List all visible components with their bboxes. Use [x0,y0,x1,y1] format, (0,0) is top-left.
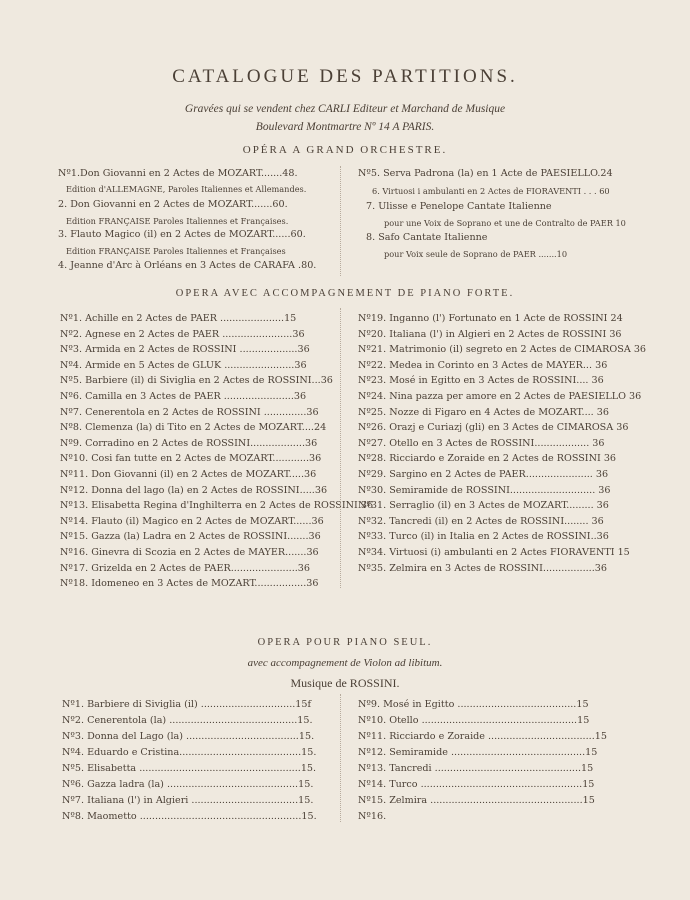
list-item-text: Nº13. Elisabetta Regina d'Inghilterra en 2 Actes de ROSSINI 36 [60,500,374,512]
list-item [60,531,338,543]
list-item [60,547,338,559]
list-item-text: Nº14. Turco .....................................................15 [358,779,595,790]
publisher-line: Gravées qui se vendent chez CARLI Editeur et Marchand de Musique [184,103,506,115]
list-item: Nº1.Don Giovanni en 2 Actes de MOZART.......48. [58,168,298,179]
list-item [60,438,338,450]
column-divider [340,166,341,276]
list-item [62,811,338,823]
address-line: Boulevard Montmartre Nº 14 A PARIS. [255,121,435,133]
list-item-text: Nº10. Cosi fan tutte en 2 Actes de MOZART............36 [60,453,322,465]
list-item [358,500,630,512]
list-item [358,731,620,743]
column-divider [340,694,341,822]
list-item [358,531,630,543]
grand-orchestre-heading: OPÉRA A GRAND ORCHESTRE. [242,144,448,156]
list-item-text: Nº35. Zelmira en 3 Actes de ROSSINI.................36 [358,562,607,574]
list-item-text: Nº18. Idomeneo en 3 Actes de MOZART.................36 [60,578,319,590]
list-item [60,485,338,497]
list-item [358,811,620,823]
list-item-text: Nº3. Donna del Lago (la) .....................................15. [62,731,315,742]
list-item [358,516,630,528]
list-item [62,763,338,775]
list-item-text: Nº9. Corradino en 2 Actes de ROSSINI..................36 [60,437,318,449]
list-item-text: Nº1. Barbiere di Siviglia (il) ...............................15f [62,699,312,710]
list-item [60,391,338,403]
list-item [358,747,620,759]
list-item: 3. Flauto Magico (il) en 2 Actes de MOZART......60. [58,229,306,240]
list-item-text: Nº30. Semiramide de ROSSINI............................ 36 [358,484,611,496]
list-item: Nº5. Serva Padrona (la) en 1 Acte de PAESIELLO.24 [358,168,613,179]
list-item [358,422,630,434]
list-item-text: Nº28. Ricciardo e Zoraide en 2 Actes de ROSSINI 36 [358,453,617,465]
list-item [358,563,630,575]
list-item [60,329,338,341]
list-item-text: Nº13. Tancredi ................................................15 [358,763,594,774]
list-item-text: Nº5. Barbiere (il) di Siviglia en 2 Actes de ROSSINI...36 [60,375,333,387]
list-item-text: Nº8. Maometto .....................................................15. [62,811,317,822]
list-item-text: Nº12. Donna del lago (la) en 2 Actes de ROSSINI.....36 [60,484,328,496]
list-item [358,485,630,497]
list-item-text: Nº24. Nina pazza per amore en 2 Actes de PAESIELLO 36 [358,391,642,402]
list-item-text: Nº8. Clemenza (la) di Tito en 2 Actes de MOZART....24 [60,422,327,434]
list-item [358,391,642,403]
list-item [60,500,374,512]
list-item-text: Nº4. Armide en 5 Actes de GLUK .......................36 [60,359,307,371]
list-item [358,313,630,325]
list-item-text: Nº16. Ginevra di Scozia en 2 Actes de MAYER.......36 [60,547,319,558]
list-item-note: Edition FRANÇAISE Paroles Italiennes et Françaises [66,246,286,256]
list-item [60,563,338,575]
list-item-text: Nº5. Elisabetta .....................................................15. [62,763,317,774]
list-item-text: Nº9. Mosé in Egitto .......................................15 [358,699,589,710]
list-item-text: Nº6. Gazza ladra (la) ...........................................15. [62,779,314,790]
list-item-text: Nº2. Cenerentola (la) ..........................................15. [62,715,313,726]
list-item-text: Nº15. Zelmira ..................................................15 [358,795,595,806]
list-item [60,469,338,481]
list-item [60,422,338,434]
list-item [358,453,630,465]
list-item-text: Nº29. Sargino en 2 Actes de PAER...................... 36 [358,469,609,480]
list-item-note: Edition d'ALLEMAGNE, Paroles Italiennes et Allemandes. [66,184,307,194]
composer-line: Musique de ROSSINI. [290,676,400,690]
list-item [60,344,338,356]
list-item-text: Nº12. Semiramide ............................................15 [358,747,598,758]
list-item [358,329,630,341]
column-divider [340,308,341,588]
list-item-text: Nº26. Orazj e Curiazj (gli) en 3 Actes de CIMAROSA 36 [358,422,629,434]
list-item [62,747,338,759]
list-item [358,407,630,419]
list-item-text: Nº32. Tancredi (il) en 2 Actes de ROSSINI........ 36 [358,515,604,527]
list-item-text: Nº16. [358,811,387,822]
piano-forte-heading: OPERA AVEC ACCOMPAGNEMENT DE PIANO FORTE. [175,288,515,299]
list-item: 6. Virtuosi i ambulanti en 2 Actes de FIORAVENTI . . . 60 [372,186,610,196]
list-item-note: pour Voix seule de Soprano de PAER .......10 [384,249,568,259]
list-item [62,715,338,727]
piano-seul-subheading: avec accompagnement de Violon ad libitum. [247,657,443,669]
list-item [60,453,338,465]
list-item-note: pour une Voix de Soprano et une de Contralto de PAER 10 [384,218,626,228]
list-item [358,375,630,387]
list-item-text: Nº3. Armida en 2 Actes de ROSSINI ...................36 [60,344,310,356]
list-item-text: Nº11. Don Giovanni (il) en 2 Actes de MOZART.....36 [60,469,317,480]
list-item: 4. Jeanne d'Arc à Orléans en 3 Actes de CARAFA .80. [58,260,317,271]
list-item: 7. Ulisse e Penelope Cantate Italienne [366,201,552,212]
list-item [60,407,338,419]
list-item-text: Nº31. Serraglio (il) en 3 Actes de MOZART......... 36 [358,500,609,512]
list-item [358,469,630,481]
list-item [60,578,338,590]
list-item [358,763,620,775]
list-item-text: Nº14. Flauto (il) Magico en 2 Actes de MOZART......36 [60,515,324,527]
list-item-text: Nº7. Italiana (l') in Algieri ...................................15. [62,795,314,806]
list-item-text: Nº10. Otello ...................................................15 [358,715,590,726]
list-item [62,731,338,743]
list-item [62,699,338,711]
list-item-text: Nº2. Agnese en 2 Actes de PAER .......................36 [60,328,305,340]
list-item-text: Nº27. Otello en 3 Actes de ROSSINI.................. 36 [358,437,605,449]
list-item-text: Nº22. Medea in Corinto en 3 Actes de MAYER... 36 [358,359,608,371]
list-item-text: Nº17. Grizelda en 2 Actes de PAER......................36 [60,562,311,574]
list-item-text: Nº23. Mosé in Egitto en 3 Actes de ROSSINI.... 36 [358,375,604,387]
list-item-text: Nº19. Inganno (l') Fortunato en 1 Acte de ROSSINI 24 [358,313,623,324]
list-item-text: Nº25. Nozze di Figaro en 4 Actes de MOZART.... 36 [358,406,609,418]
list-item: 2. Don Giovanni en 2 Actes de MOZART.......60. [58,199,288,210]
list-item-text: Nº1. Achille en 2 Actes de PAER .....................15 [60,313,297,324]
list-item [358,779,620,791]
piano-seul-heading: OPERA POUR PIANO SEUL. [257,637,433,648]
list-item [358,344,647,356]
catalogue-title: CATALOGUE DES PARTITIONS. [172,66,518,87]
list-item-text: Nº34. Virtuosi (i) ambulanti en 2 Actes FIORAVENTI 15 [358,547,630,558]
list-item [358,547,630,559]
list-item [60,360,338,372]
list-item-text: Nº15. Gazza (la) Ladra en 2 Actes de ROSSINI.......36 [60,531,321,543]
list-item [358,699,620,711]
list-item-text: Nº6. Camilla en 3 Actes de PAER .......................36 [60,391,307,402]
list-item [62,795,338,807]
list-item-text: Nº33. Turco (il) in Italia en 2 Actes de ROSSINI..36 [358,531,609,543]
list-item-text: Nº21. Matrimonio (il) segreto en 2 Actes de CIMAROSA 36 [358,344,647,356]
list-item [358,360,630,372]
list-item: 8. Safo Cantate Italienne [366,232,488,243]
list-item [358,715,620,727]
list-item [60,516,338,528]
list-item [62,779,338,791]
list-item [60,375,338,387]
list-item-note: Edition FRANÇAISE Paroles Italiennes et Françaises. [66,216,289,226]
list-item-text: Nº7. Cenerentola en 2 Actes de ROSSINI ..............36 [60,406,319,418]
list-item-text: Nº4. Eduardo e Cristina........................................15. [62,747,317,758]
list-item-text: Nº11. Ricciardo e Zoraide ...................................15 [358,731,607,742]
list-item-text: Nº20. Italiana (l') in Algieri en 2 Actes de ROSSINI 36 [358,328,622,340]
list-item [60,313,338,325]
list-item [358,438,630,450]
list-item [358,795,620,807]
